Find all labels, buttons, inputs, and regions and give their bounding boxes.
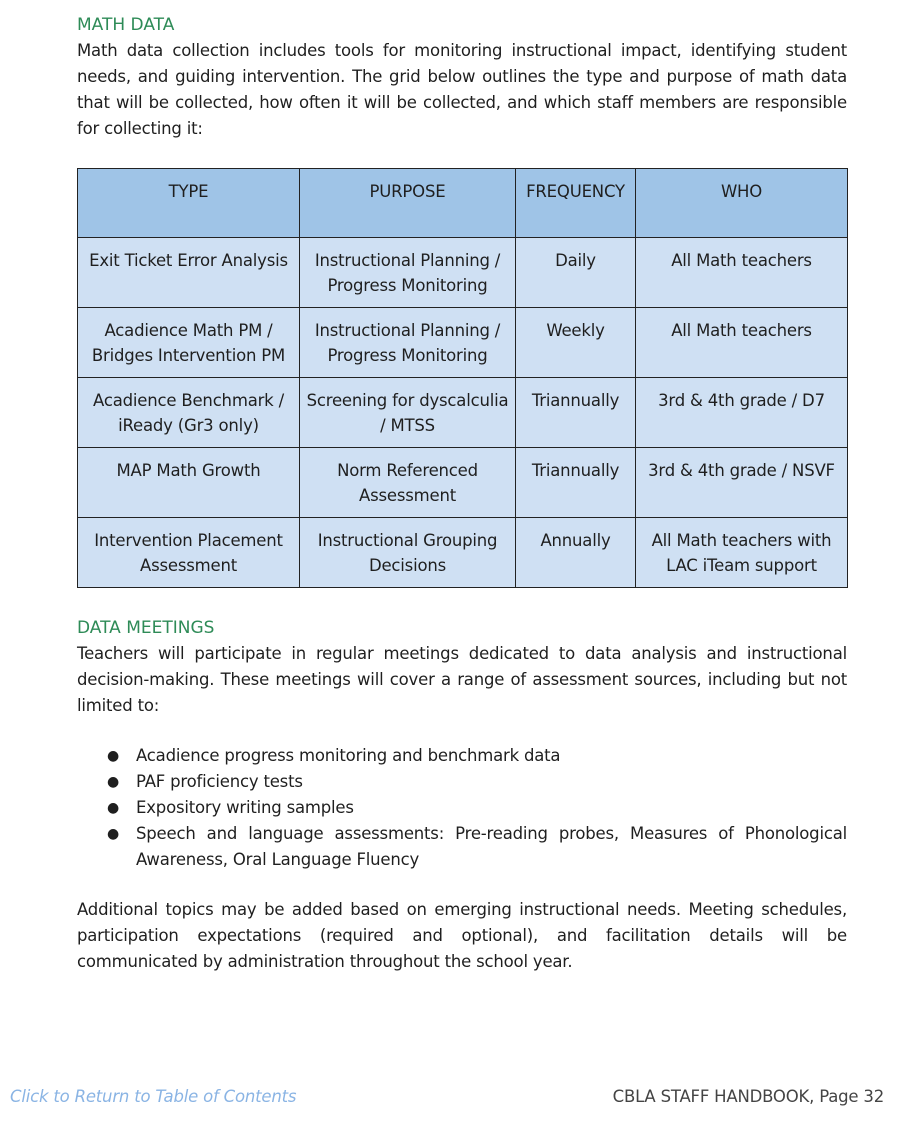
header-frequency: FREQUENCY xyxy=(516,169,636,238)
list-item-text: Expository writing samples xyxy=(136,798,354,817)
cell-frequency: Triannually xyxy=(516,448,636,518)
table-row xyxy=(78,518,848,588)
return-to-toc-link[interactable]: Click to Return to Table of Contents xyxy=(10,1087,297,1106)
bullet-icon: ● xyxy=(107,774,120,790)
cell-frequency: Daily xyxy=(516,238,636,308)
page-content xyxy=(77,12,847,975)
cell-who: 3rd & 4th grade / D7 xyxy=(636,378,848,448)
table-row xyxy=(78,308,848,378)
cell-purpose: Instructional Planning / Progress Monitoring xyxy=(300,308,516,378)
header-purpose: PURPOSE xyxy=(300,169,516,238)
cell-frequency: Annually xyxy=(516,518,636,588)
data-meetings-heading: DATA MEETINGS xyxy=(77,618,215,638)
table-row xyxy=(78,448,848,518)
assessment-source-list xyxy=(77,743,847,873)
cell-who: 3rd & 4th grade / NSVF xyxy=(636,448,848,518)
math-data-intro: Math data collection includes tools for monitoring instructional impact, identifying student needs, and guiding intervention. The grid below outlines the type and purpose of math data that will be collected, how often it will be collected, and which staff members are responsible for collecting it: xyxy=(77,41,847,138)
page-footer-label: CBLA STAFF HANDBOOK, Page 32 xyxy=(612,1087,884,1106)
header-type: TYPE xyxy=(78,169,300,238)
cell-who: All Math teachers xyxy=(636,238,848,308)
math-data-table xyxy=(77,168,848,588)
cell-who: All Math teachers xyxy=(636,308,848,378)
list-item-text: Speech and language assessments: Pre-reading probes, Measures of Phonological Awareness, Oral Language Fluency xyxy=(136,824,847,869)
cell-purpose: Norm Referenced Assessment xyxy=(300,448,516,518)
table-row xyxy=(78,238,848,308)
table-header-row xyxy=(78,169,848,238)
data-meetings-intro: Teachers will participate in regular meetings dedicated to data analysis and instructional decision-making. These meetings will cover a range of assessment sources, including but not limited to: xyxy=(77,644,847,715)
data-meetings-closing: Additional topics may be added based on emerging instructional needs. Meeting schedules, participation expectations (required and optional), and facilitation details will be communicated by administration throughout the school year. xyxy=(77,900,847,971)
list-item xyxy=(107,821,847,873)
cell-type: Intervention Placement Assessment xyxy=(78,518,300,588)
cell-type: MAP Math Growth xyxy=(78,448,300,518)
cell-frequency: Weekly xyxy=(516,308,636,378)
cell-who: All Math teachers with LAC iTeam support xyxy=(636,518,848,588)
list-item-text: Acadience progress monitoring and benchmark data xyxy=(136,746,561,765)
cell-purpose: Instructional Grouping Decisions xyxy=(300,518,516,588)
list-item-text: PAF proficiency tests xyxy=(136,772,303,791)
cell-purpose: Screening for dyscalculia / MTSS xyxy=(300,378,516,448)
bullet-icon: ● xyxy=(107,748,120,764)
cell-type: Acadience Math PM / Bridges Intervention PM xyxy=(78,308,300,378)
cell-type: Acadience Benchmark / iReady (Gr3 only) xyxy=(78,378,300,448)
list-item xyxy=(107,743,847,769)
list-item xyxy=(107,795,847,821)
bullet-icon: ● xyxy=(107,800,120,816)
bullet-icon: ● xyxy=(107,826,120,842)
cell-purpose: Instructional Planning / Progress Monitoring xyxy=(300,238,516,308)
math-data-heading: MATH DATA xyxy=(77,15,175,35)
list-item xyxy=(107,769,847,795)
table-row xyxy=(78,378,848,448)
cell-frequency: Triannually xyxy=(516,378,636,448)
cell-type: Exit Ticket Error Analysis xyxy=(78,238,300,308)
header-who: WHO xyxy=(636,169,848,238)
